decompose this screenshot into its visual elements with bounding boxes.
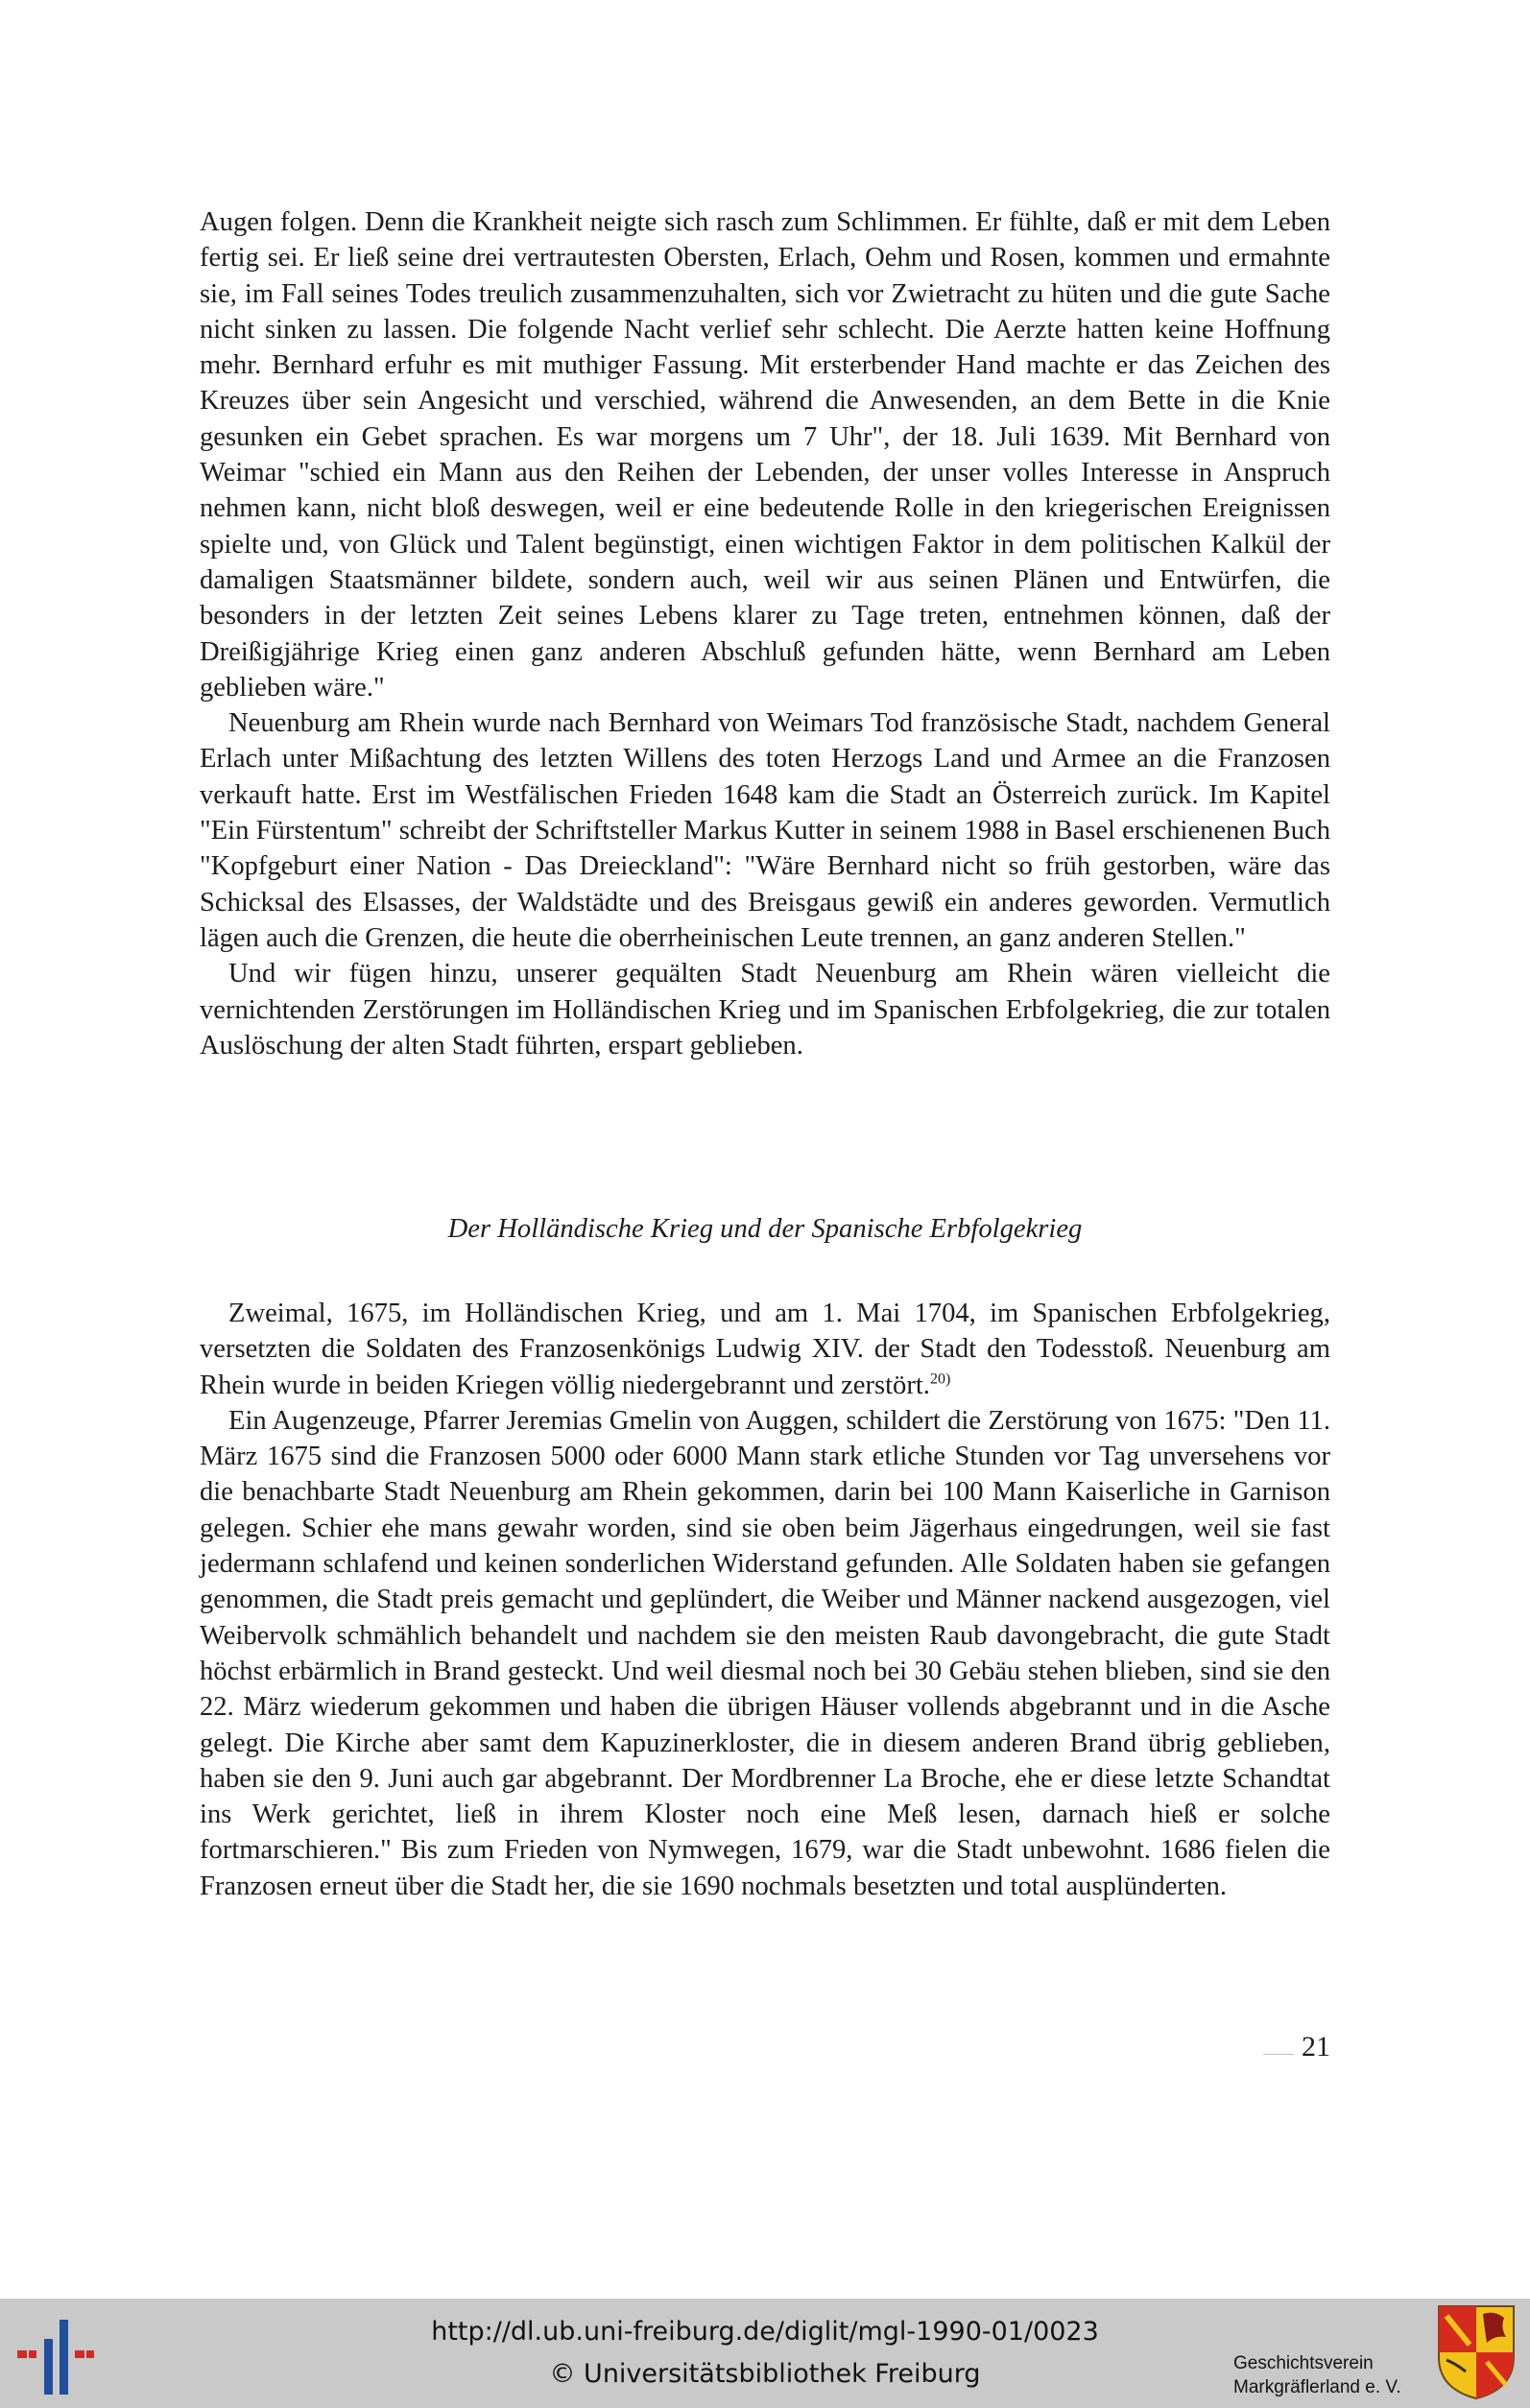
source-url-link[interactable]: http://dl.ub.uni-freiburg.de/diglit/mgl-1990-01/0023 xyxy=(431,2317,1099,2347)
paragraph: Und wir fügen hinzu, unserer gequälten Stadt Neuenburg am Rhein wären vielleicht die vernichtenden Zerstörungen im Holländischen Krieg und im Spanischen Erbfolgekrieg, die zur totalen Auslöschung der alten Stadt führten, erspart geblieben. xyxy=(200,959,1330,1061)
organization-line: Markgräflerland e. V. xyxy=(1233,2377,1401,2397)
text-block-lower xyxy=(200,1296,1330,1904)
organization-line: Geschichtsverein xyxy=(1233,2353,1374,2373)
paragraph: Augen folgen. Denn die Krankheit neigte sich rasch zum Schlimmen. Er fühlte, daß er mit dem Leben fertig sei. Er ließ seine drei vertrautesten Obersten, Erlach, Oehm und Rosen, kommen und ermahnte sie, im Fall seines Todes treulich zusammenzuhalten, sich vor Zwietracht zu hüten und die gute Sache nicht sinken zu lassen. Die folgende Nacht verlief sehr schlecht. Die Aerzte hatten keine Hoffnung mehr. Bernhard erfuhr es mit muthiger Fassung. Mit ersterbender Hand machte er das Zeichen des Kreuzes über sein Angesicht und verschied, während die Anwesenden, an dem Bette in die Knie gesunken ein Gebet sprachen. Es war morgens um 7 Uhr", der 18. Juli 1639. Mit Bernhard von Weimar "schied ein Mann aus den Reihen der Lebenden, der unser volles Interesse in Anspruch nehmen kann, nicht bloß deswegen, weil er eine bedeutende Rolle in den kriegerischen Ereignissen spielte und, von Glück und Talent begünstigt, einen wichtigen Faktor in dem politischen Kalkül der damaligen Staatsmänner bildete, sondern auch, weil wir aus seinen Plänen und Entwürfen, die besonders in der letzten Zeit seines Lebens klarer zu Tage treten, entnehmen können, daß der Dreißigjährige Krieg einen ganz anderen Abschluß gefunden hätte, wenn Bernhard am Leben geblieben wäre." xyxy=(200,207,1330,703)
paragraph: Ein Augenzeuge, Pfarrer Jeremias Gmelin von Auggen, schildert die Zerstörung von 1675: "Den 11. März 1675 sind die Franzosen 5000 oder 6000 Mann stark etliche Stunden vor Tag unversehens vor die benachbarte Stadt Neuenburg am Rhein gekommen, darin bei 100 Mann Kaiserliche in Garnison gelegen. Schier ehe mans gewahr worden, sind sie oben beim Jägerhaus eingedrungen, weil sie fast jedermann schlafend und keinen sonderlichen Widerstand gefunden. Alle Soldaten haben sie gefangen genommen, die Stadt preis gemacht und geplündert, die Weiber und Männer nackend ausgezogen, viel Weibervolk schmählich behandelt und nachdem sie den meisten Raub davongebracht, die gute Stadt höchst erbärmlich in Brand gesteckt. Und weil diesmal noch bei 30 Gebäu stehen blieben, sind sie den 22. März wiederum gekommen und haben die übrigen Häuser vollends abgebrannt und in die Asche gelegt. Die Kirche aber samt dem Kapuzinerkloster, die in diesem anderen Brand übrig geblieben, haben sie den 9. Juni auch gar abgebrannt. Der Mordbrenner La Broche, ehe er diese letzte Schandtat ins Werk gerichtet, ließ in ihrem Kloster noch eine Meß lesen, darnach hieß er solche fortmarschieren." Bis zum Frieden von Nymwegen, 1679, war die Stadt unbewohnt. 1686 fielen die Franzosen erneut über die Stadt her, die sie 1690 nochmals besetzten und total ausplünderten. xyxy=(200,1405,1330,1901)
page-number-rule xyxy=(1263,2054,1294,2055)
paragraph-text: Zweimal, 1675, im Holländischen Krieg, und am 1. Mai 1704, im Spanischen Erbfolgekrieg, versetzten die Soldaten des Franzosenkönigs Ludwig XIV. der Stadt den Todesstoß. Neuenburg am Rhein wurde in beiden Kriegen völlig niedergebrannt und zerstört. xyxy=(200,1299,1330,1400)
copyright-text: © Universitätsbibliothek Freiburg xyxy=(549,2359,981,2389)
section-heading: Der Holländische Krieg und der Spanische Erbfolgekrieg xyxy=(447,1214,1083,1244)
organization-name xyxy=(1233,2351,1430,2399)
paragraph: Neuenburg am Rhein wurde nach Bernhard von Weimars Tod französische Stadt, nachdem General Erlach unter Mißachtung des letzten Willens des toten Herzogs Land und Armee an die Franzosen verkauft hatte. Erst im Westfälischen Frieden 1648 kam die Stadt an Österreich zurück. Im Kapitel "Ein Fürstentum" schreibt der Schriftsteller Markus Kutter in seinem 1988 in Basel erschienenen Buch "Kopfgeburt einer Nation - Das Dreieckland": "Wäre Bernhard nicht so früh gestorben, wäre das Schicksal des Elsasses, der Waldstädte und des Breisgaus gewiß ein anderes geworden. Vermutlich lägen auch die Grenzen, die heute die oberrheinischen Leute trennen, an ganz anderen Stellen." xyxy=(200,708,1330,953)
text-block-upper xyxy=(200,204,1330,1063)
footnote-marker: 20) xyxy=(929,1371,951,1388)
coat-of-arms-icon xyxy=(1437,2304,1516,2400)
paragraph xyxy=(200,1296,1330,1403)
page-number: 21 xyxy=(1302,2031,1330,2062)
footer-bar xyxy=(0,2299,1530,2408)
